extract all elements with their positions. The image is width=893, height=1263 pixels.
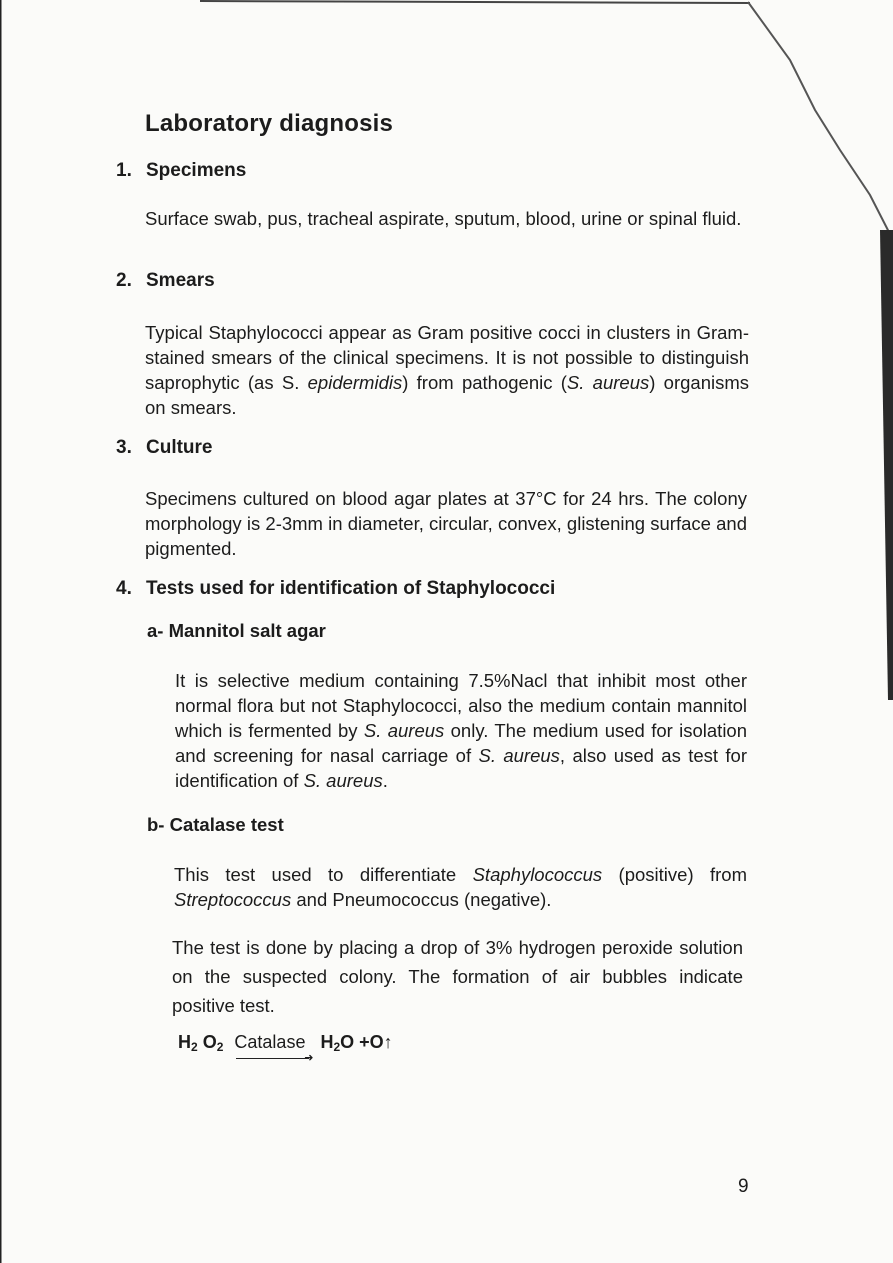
section-number: 1. [116, 160, 132, 181]
subsection-heading-label: Mannitol salt agar [168, 620, 326, 641]
section-text-culture: Specimens cultured on blood agar plates at 37°C for 24 hrs. The colony morphology is 2-3mm in diameter, circular, convex, glistening surface and pigmented. [145, 488, 747, 559]
subsection-label: b- [147, 814, 165, 835]
section-text-smears: Typical Staphylococci appear as Gram positive cocci in clusters in Gram-stained smears of the clinical specimens. It is not possible to distinguish saprophytic (as S. epidermidis) from pathogenic (S. aureus) organisms on smears. [145, 322, 750, 418]
section-heading-label: Smears [146, 270, 215, 291]
section-number: 3. [116, 437, 132, 458]
page-number: 9 [738, 1176, 749, 1197]
catalase-equation: $H_2$ $O_2$ Catalase ➜ $H_2O$ +O↑ [178, 1032, 393, 1064]
section-heading-label: Tests used for identification of Staphylococci [146, 578, 556, 599]
page-title: Laboratory diagnosis [145, 110, 394, 137]
up-arrow-icon: ↑ [383, 1032, 393, 1052]
subsection-heading-catalase [147, 814, 284, 836]
reaction-arrow: Catalase ➜ [234, 1032, 314, 1064]
subsection-text-mannitol: It is selective medium containing 7.5%Nacl that inhibit most other normal flora but not Staphylococci, also the medium contain mannitol which is fermented by S. aureus only. The medium used for isolation and screening for nasal carriage of S. aureus, also used as test for identification of S. aureus. [175, 670, 748, 791]
section-heading-culture [116, 437, 213, 459]
section-heading-label: Specimens [146, 160, 247, 181]
section-heading-tests [116, 578, 555, 600]
subsection-heading-mannitol [147, 620, 326, 642]
subsection-label: a- [147, 620, 164, 641]
section-text-specimens: Surface swab, pus, tracheal aspirate, sputum, blood, urine or spinal fluid. [145, 208, 742, 229]
subsection-text-catalase-1: This test used to differentiate Staphylococcus (positive) from Streptococcus and Pneumococcus (negative). [174, 864, 747, 910]
subsection-text-catalase-2: The test is done by placing a drop of 3% hydrogen peroxide solution on the suspected colony. The formation of air bubbles indicate positive test. [172, 937, 743, 1016]
section-heading-smears [116, 270, 215, 292]
section-number: 2. [116, 270, 132, 291]
section-heading-label: Culture [146, 437, 213, 458]
section-heading-specimens [116, 160, 246, 182]
section-number: 4. [116, 578, 132, 599]
arrow-right-icon: ➜ [304, 1052, 314, 1064]
subsection-heading-label: Catalase test [169, 814, 284, 835]
